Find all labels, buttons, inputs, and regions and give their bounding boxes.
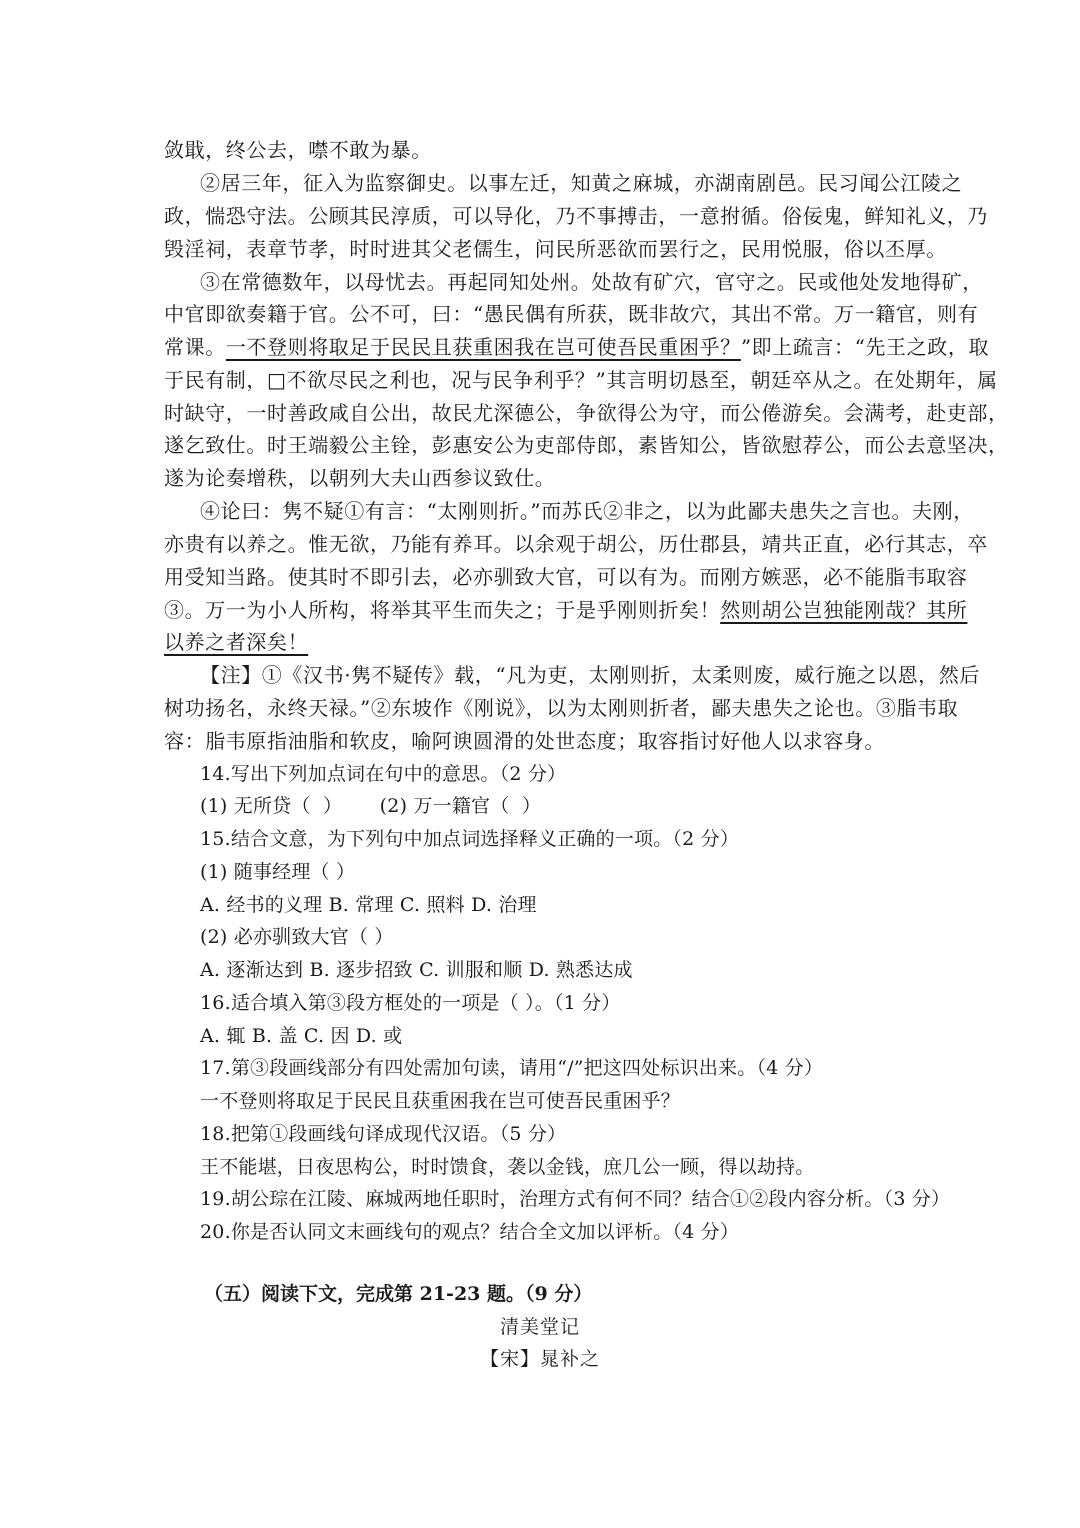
passage-line: 亦贵有以养之。惟无欲，乃能有养耳。以余观于胡公，历仕郡县，靖共正直，必行其志，卒 — [164, 532, 988, 556]
question-17-sentence: 一不登则将取足于民民且获重困我在岂可使吾民重困乎？ — [200, 1090, 681, 1112]
question-16-options: A. 辄 B. 盖 C. 因 D. 或 — [200, 1025, 403, 1047]
passage-line — [164, 626, 924, 658]
underlined-sentence: 一不登则将取足于民民且获重困我在岂可使吾民重困乎？ — [225, 335, 741, 359]
question-15: 15.结合文意，为下列句中加点词选择释义正确的一项。（2 分） — [200, 828, 740, 850]
passage-line: ④论曰：隽不疑①有言：“太刚则折。”而苏氏②非之，以为此鄙夫患失之言也。夫刚， — [200, 499, 974, 523]
passage-line: ②居三年，征入为监察御史。以事左迁，知黄之麻城，亦湖南剧邑。民习闻公江陵之 — [200, 171, 963, 195]
passage-line: 时缺守，一时善政咸自公出，故民尤深德公，争欲得公为守，而公倦游矣。会满考，赴吏部， — [164, 401, 1009, 425]
question-16: 16.适合填入第③段方框处的一项是（ ）。（1 分） — [200, 992, 621, 1014]
passage-line: 用受知当路。使其时不即引去，必亦驯致大官，可以有为。而刚方嫉恶，必不能脂韦取容 — [164, 565, 968, 589]
passage-line: 遂为论奏增秩，以朝列大夫山西参议致仕。 — [164, 466, 556, 490]
underlined-sentence: 以养之者深矣！ — [164, 630, 309, 654]
question-15-options-2: A. 逐渐达到 B. 逐步招致 C. 训服和顺 D. 熟悉达成 — [200, 959, 633, 981]
passage-line — [164, 331, 990, 363]
underlined-sentence: 然则胡公岂独能刚哉？其所 — [720, 598, 968, 622]
passage-line: 遂乞致仕。时王端毅公主铨，彭惠安公为吏部侍郎，素皆知公，皆欲慰荐公，而公去意坚决， — [164, 433, 1009, 457]
question-19: 19.胡公琮在江陵、麻城两地任职时，治理方式有何不同？结合①②段内容分析。（3 分） — [200, 1188, 951, 1210]
passage-line: 中官即欲奏籍于官。公不可，曰：“愚民偶有所获，既非故穴，其出不常。万一籍官，则有 — [164, 302, 979, 326]
question-15-options-1: A. 经书的义理 B. 常理 C. 照料 D. 治理 — [200, 894, 537, 916]
question-18: 18.把第①段画线句译成现代汉语。（5 分） — [200, 1123, 567, 1145]
question-17: 17.第③段画线部分有四处需加句读，请用“/”把这四处标识出来。（4 分） — [200, 1057, 824, 1079]
note-line: 树功扬名，永终天禄。”②东坡作《刚说》，以为太刚则折者，鄙夫患失之论也。③脂韦取 — [164, 696, 959, 720]
question-18-sentence: 王不能堪，日夜思构公，时时馈食，袭以金钱，庶几公一顾，得以劫持。 — [200, 1156, 815, 1178]
passage-line: 政，惴恐守法。公顾其民淳质，可以导化，乃不事搏击，一意拊循。俗佞鬼，鲜知礼义，乃 — [164, 204, 988, 228]
question-15-item-1: (1) 随事经理（ ） — [200, 861, 356, 883]
passage-line: 于民有制，□不欲尽民之利也，况与民争利乎？”其言明切恳至，朝廷卒从之。在处期年，属 — [164, 368, 998, 392]
note-line: 容：脂韦原指油脂和软皮，喻阿谀圆滑的处世态度；取容指讨好他人以求容身。 — [164, 729, 885, 753]
passage-line: ③在常德数年，以母忧去。再起同知处州。处故有矿穴，官守之。民或他处发地得矿， — [200, 270, 983, 294]
article-title: 清美堂记 — [499, 1316, 580, 1338]
passage-line: 毁淫祠，表章节孝，时时进其父老儒生，问民所恶欲而罢行之，民用悦服，俗以丕厚。 — [164, 237, 947, 261]
passage-line — [164, 594, 968, 626]
passage-text: ”即上疏言：“先王之政，取 — [740, 335, 990, 359]
passage-text: ③。万一为小人所构，将举其平生而失之；于是乎刚则折矣！ — [164, 598, 721, 622]
section-heading: （五）阅读下文，完成第 21-23 题。（9 分） — [204, 1283, 593, 1305]
passage-line: 敛戢，终公去，噤不敢为暴。 — [164, 138, 432, 162]
question-20: 20.你是否认同文末画线句的观点？结合全文加以评析。（4 分） — [200, 1221, 740, 1243]
question-14-items: (1) 无所贷（ ） (2) 万一籍官（ ） — [200, 795, 542, 817]
note-line: 【注】①《汉书·隽不疑传》载，“凡为吏，太刚则折，太柔则废，威行施之以恩，然后 — [200, 663, 980, 687]
question-14: 14.写出下列加点词在句中的意思。（2 分） — [200, 763, 567, 785]
passage-text: 常课。 — [164, 335, 226, 359]
question-15-item-2: (2) 必亦驯致大官（ ） — [200, 926, 394, 948]
article-author: 【宋】晁补之 — [479, 1348, 600, 1370]
